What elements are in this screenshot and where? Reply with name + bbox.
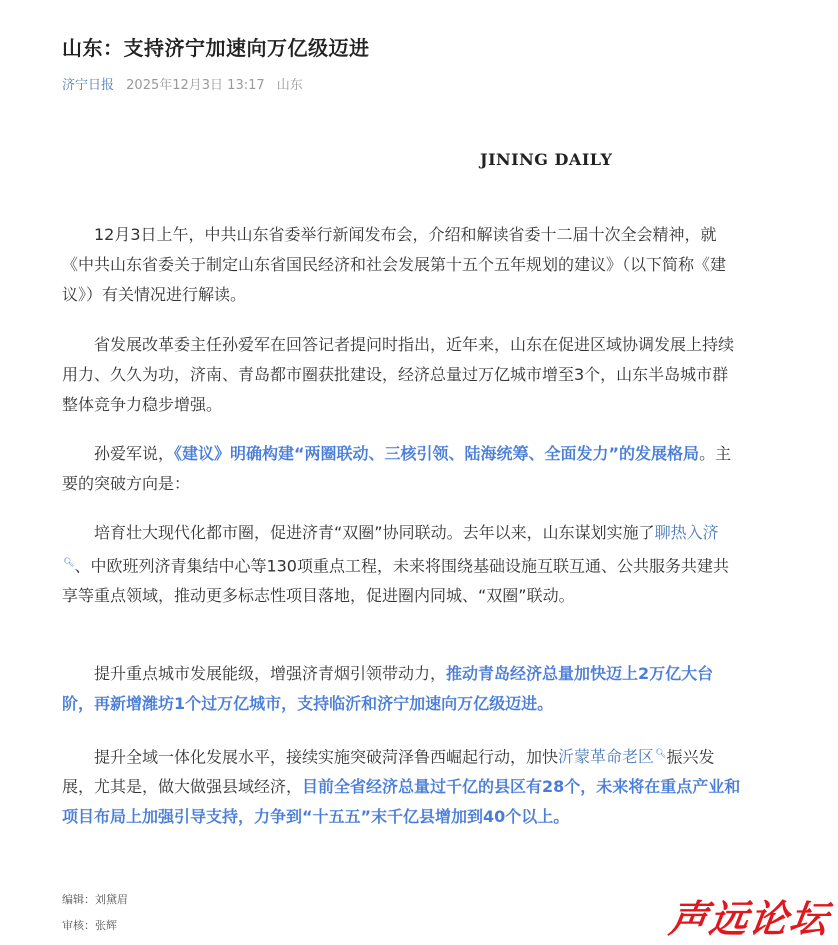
region-label: 山东 <box>276 78 303 93</box>
paragraph-3-highlight: 《建议》明确构建“两圈联动、三核引领、陆海统筹、全面发力”的发展格局 <box>174 444 700 463</box>
keyword-label: 沂蒙革命老区 <box>558 747 655 767</box>
masthead-logo: JINING DAILY <box>480 150 613 169</box>
paragraph-5 <box>62 659 742 719</box>
paragraph-3-text-a: 孙爱军说， <box>94 444 175 463</box>
paragraph-2: 省发展改革委主任孙爱军在回答记者提问时指出，近年来，山东在促进区域协调发展上持续用力、久久为功，济南、青岛都市圈获批建设，经济总量过万亿城市增至3个，山东半岛城市群整体竞争力稳步增强。 <box>62 335 735 414</box>
paragraph-6-text-b: 振兴发展，尤其是，做大做强县域经济， <box>62 747 715 797</box>
search-icon: 🔍︎ <box>63 558 75 568</box>
paragraph-6-text-a: 提升全域一体化发展水平，接续实施突破菏泽鲁西崛起行动，加快 <box>94 747 559 767</box>
watermark-logo: 声远论坛 <box>666 897 833 941</box>
paragraph-4-text-b: 、中欧班列济青集结中心等130项重点工程，未来将围绕基础设施互联互通、公共服务共建共享等重点领域，推动更多标志性项目落地，促进圈内同城、“双圈”联动。 <box>62 556 729 606</box>
reviewer-credit: 审核：张辉 <box>62 919 117 932</box>
paragraph-1: 12月3日上午，中共山东省委举行新闻发布会，介绍和解读省委十二届十次全会精神，就《中共山东省委关于制定山东省国民经济和社会发展第十五个五年规划的建议》（以下简称《建议》）有关情况进行解读。 <box>62 225 727 304</box>
article-meta <box>62 74 311 93</box>
publish-datetime: 2025年12月3日 13:17 <box>126 78 265 93</box>
article-title: 山东：支持济宁加速向万亿级迈进 <box>62 36 370 60</box>
paragraph-6 <box>62 739 742 832</box>
search-icon: 🔍︎ <box>655 749 667 759</box>
keyword-label: 聊热入济 <box>654 523 719 542</box>
editor-credit: 编辑：刘黛眉 <box>62 893 128 906</box>
keyword-link-yimeng[interactable] <box>558 747 666 766</box>
paragraph-5-highlight: 推动青岛经济总量加快迈上2万亿大台阶，再新增潍坊1个过万亿城市，支持临沂和济宁加速向万亿级迈进。 <box>62 664 714 713</box>
paragraph-5-text-a: 提升重点城市发展能级，增强济青烟引领带动力， <box>94 664 447 683</box>
paragraph-6-highlight: 目前全省经济总量过千亿的县区有28个，未来将在重点产业和项目布局上加强引导支持，力争到“十五五”末千亿县增加到40个以上。 <box>62 777 741 827</box>
paragraph-4-text-a: 培育壮大现代化都市圈，促进济青“双圈”协同联动。去年以来，山东谋划实施了 <box>94 523 655 542</box>
paragraph-4 <box>62 518 742 611</box>
paragraph-3 <box>62 439 742 499</box>
source-link[interactable]: 济宁日报 <box>62 78 115 93</box>
paragraph-3-text-b: 。主要的突破方向是： <box>62 444 732 493</box>
